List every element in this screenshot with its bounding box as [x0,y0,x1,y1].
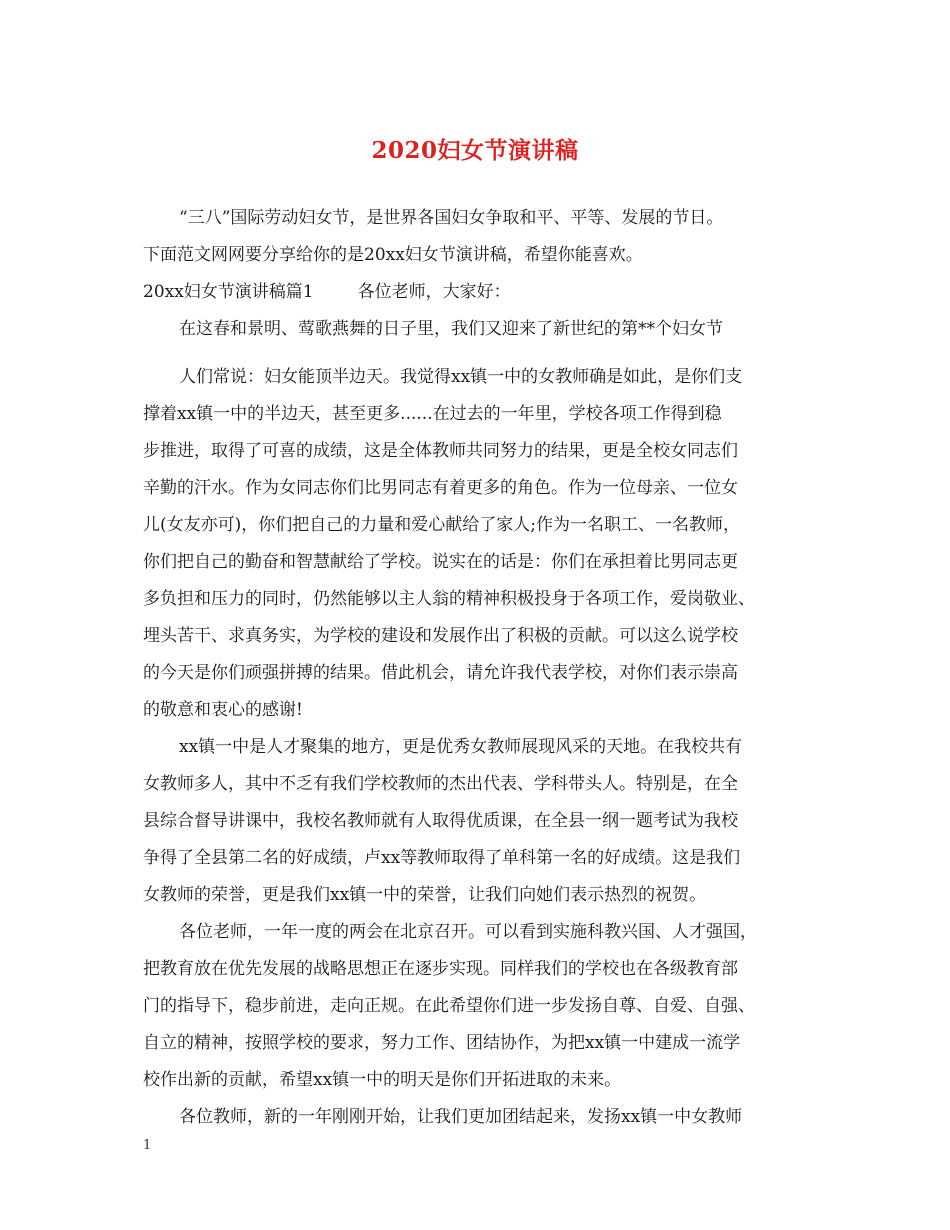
paragraph-line: 儿(女友亦可)，你们把自己的力量和爱心献给了家人;作为一名职工、一名教师， [143,515,740,535]
paragraph-line: 自立的精神，按照学校的要求，努力工作、团结协作，为把xx镇一中建成一流学 [143,1033,741,1053]
paragraph-line: 多负担和压力的同时，仍然能够以主人翁的精神积极投身于各项工作，爱岗敬业、 [143,589,755,609]
paragraph-line: 把教育放在优先发展的战略思想正在逐步实现。同样我们的学校也在各级教育部 [143,959,738,979]
paragraph-line: 在这春和景明、莺歌燕舞的日子里，我们又迎来了新世纪的第**个妇女节 [179,319,723,339]
paragraph-line: 各位老师，一年一度的两会在北京召开。可以看到实施科教兴国、人才强国， [179,922,757,942]
paragraph-line: 撑着xx镇一中的半边天，甚至更多......在过去的一年里，学校各项工作得到稳 [143,404,722,424]
greeting: 各位老师，大家好： [357,282,511,302]
paragraph-line: 门的指导下，稳步前进，走向正规。在此希望你们进一步发扬自尊、自爱、自强、 [143,996,755,1016]
paragraph-line: 校作出新的贡献，希望xx镇一中的明天是你们开拓进取的未来。 [143,1070,622,1090]
paragraph-line: 埋头苦干、求真务实，为学校的建设和发展作出了积极的贡献。可以这么说学校 [143,626,738,646]
paragraph-line: 的今天是你们顽强拼搏的结果。借此机会，请允许我代表学校，对你们表示崇高 [143,663,738,683]
paragraph-line: 人们常说：妇女能顶半边天。我觉得xx镇一中的女教师确是如此，是你们支 [179,367,743,387]
paragraph-line: 各位教师，新的一年刚刚开始，让我们更加团结起来，发扬xx镇一中女教师 [179,1107,743,1127]
paragraph-line: 下面范文网网要分享给你的是20xx妇女节演讲稿，希望你能喜欢。 [143,245,643,265]
paragraph-line: 女教师多人，其中不乏有我们学校教师的杰出代表、学科带头人。特别是，在全 [143,774,738,794]
heading-line [143,281,823,303]
section-heading: 20xx妇女节演讲稿篇1 [143,282,314,302]
paragraph-line: 县综合督导讲课中，我校名教师就有人取得优质课，在全县一纲一题考试为我校 [143,811,738,831]
paragraph-line: 步推进，取得了可喜的成绩，这是全体教师共同努力的结果，更是全校女同志们 [143,441,738,461]
page-title: 2020妇女节演讲稿 [371,137,579,164]
paragraph-line: 的敬意和衷心的感谢! [143,700,303,720]
paragraph-line: 女教师的荣誉，更是我们xx镇一中的荣誉，让我们向她们表示热烈的祝贺。 [143,885,707,905]
paragraph-line: “三八”国际劳动妇女节，是世界各国妇女争取和平、平等、发展的节日。 [179,208,724,228]
paragraph-line: 你们把自己的勤奋和智慧献给了学校。说实在的话是：你们在承担着比男同志更 [143,552,738,572]
paragraph-line: 争得了全县第二名的好成绩，卢xx等教师取得了单科第一名的好成绩。这是我们 [143,848,741,868]
paragraph-line: xx镇一中是人才聚集的地方，更是优秀女教师展现风采的天地。在我校共有 [179,737,743,757]
paragraph-line: 辛勤的汗水。作为女同志你们比男同志有着更多的角色。作为一位母亲、一位女 [143,478,738,498]
page-number: 1 [143,1138,152,1153]
